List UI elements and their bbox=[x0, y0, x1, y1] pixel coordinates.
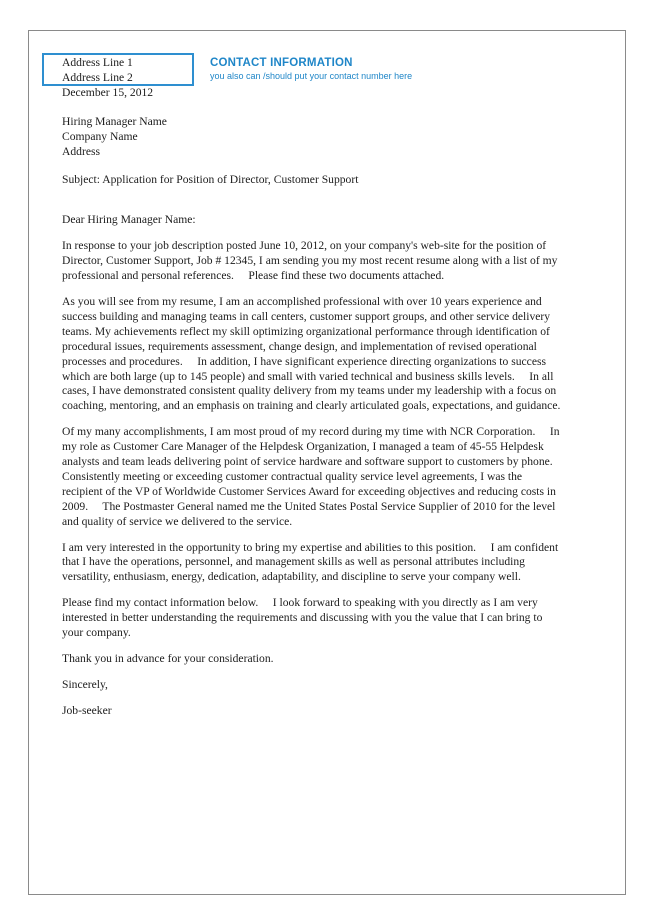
recipient-name: Hiring Manager Name bbox=[62, 114, 167, 128]
body-paragraph: Of my many accomplishments, I am most proud of my record during my time with NCR Corporation. In my role as Customer Care Manager of the Helpdesk Organization, I managed a team of 45-55 Helpdesk analysts and team leads delivering point of service hardware and software support to customers by phone. Consistently meeting or exceeding customer contractual quality service level agreements, I was the recipient of the VP of Worldwide Customer Services Award for exceeding objectives and reducing costs in 2009. The Postmaster General named me the United States Postal Service Supplier of 2010 for the level and quality of service we delivered to the service. bbox=[62, 425, 568, 528]
contact-callout-subtitle: you also can /should put your contact number here bbox=[210, 71, 413, 81]
sender-address-block bbox=[62, 56, 562, 101]
sender-address-line-2: Address Line 2 bbox=[62, 70, 133, 84]
letter-body bbox=[62, 56, 568, 719]
contact-callout-title: CONTACT INFORMATION bbox=[210, 57, 353, 69]
subject-line: Subject: Application for Position of Director, Customer Support bbox=[62, 173, 359, 187]
recipient-block bbox=[62, 115, 562, 160]
closing: Sincerely, bbox=[62, 677, 108, 691]
body-paragraph: Thank you in advance for your consideration. bbox=[62, 652, 274, 665]
salutation: Dear Hiring Manager Name: bbox=[62, 213, 196, 227]
recipient-company: Company Name bbox=[62, 129, 138, 143]
signature: Job-seeker bbox=[62, 703, 112, 717]
body-paragraph: In response to your job description posted June 10, 2012, on your company's web-site for the position of Director, Customer Support, Job # 12345, I am sending you my most recent resume along with a list of my professional and personal references. Please find these two documents attached. bbox=[62, 239, 561, 283]
recipient-address: Address bbox=[62, 144, 100, 158]
sender-address-line-1: Address Line 1 bbox=[62, 56, 133, 69]
letter-date: December 15, 2012 bbox=[62, 85, 154, 99]
body-paragraph: Please find my contact information below. I look forward to speaking with you directly as I am very interested in better understanding the requirements and discussing with you the value that I can bring to your company. bbox=[62, 596, 546, 640]
body-paragraph: As you will see from my resume, I am an accomplished professional with over 10 years experience and success building and managing teams in call centers, customer support groups, and other service delivery teams. My achievements reflect my skill optimizing organizational performance through identification of procedural issues, requirements assessment, change design, and implementation of revised operational processes and procedures. In addition, I have significant experience directing organizations to success which are both large (up to 145 people) and small with varied technical and business skills levels. In all cases, I have demonstrated consistent quality delivery from my teams under my leadership with a focus on coaching, mentoring, and an emphasis on training and clearly articulated goals, expectations, and guidance. bbox=[62, 294, 561, 413]
body-paragraph: I am very interested in the opportunity to bring my expertise and abilities to this position. I am confident that I have the operations, personnel, and management skills as well as personal attributes including versatility, enthusiasm, energy, dedication, adaptability, and discipline to serve your company well. bbox=[62, 540, 562, 584]
